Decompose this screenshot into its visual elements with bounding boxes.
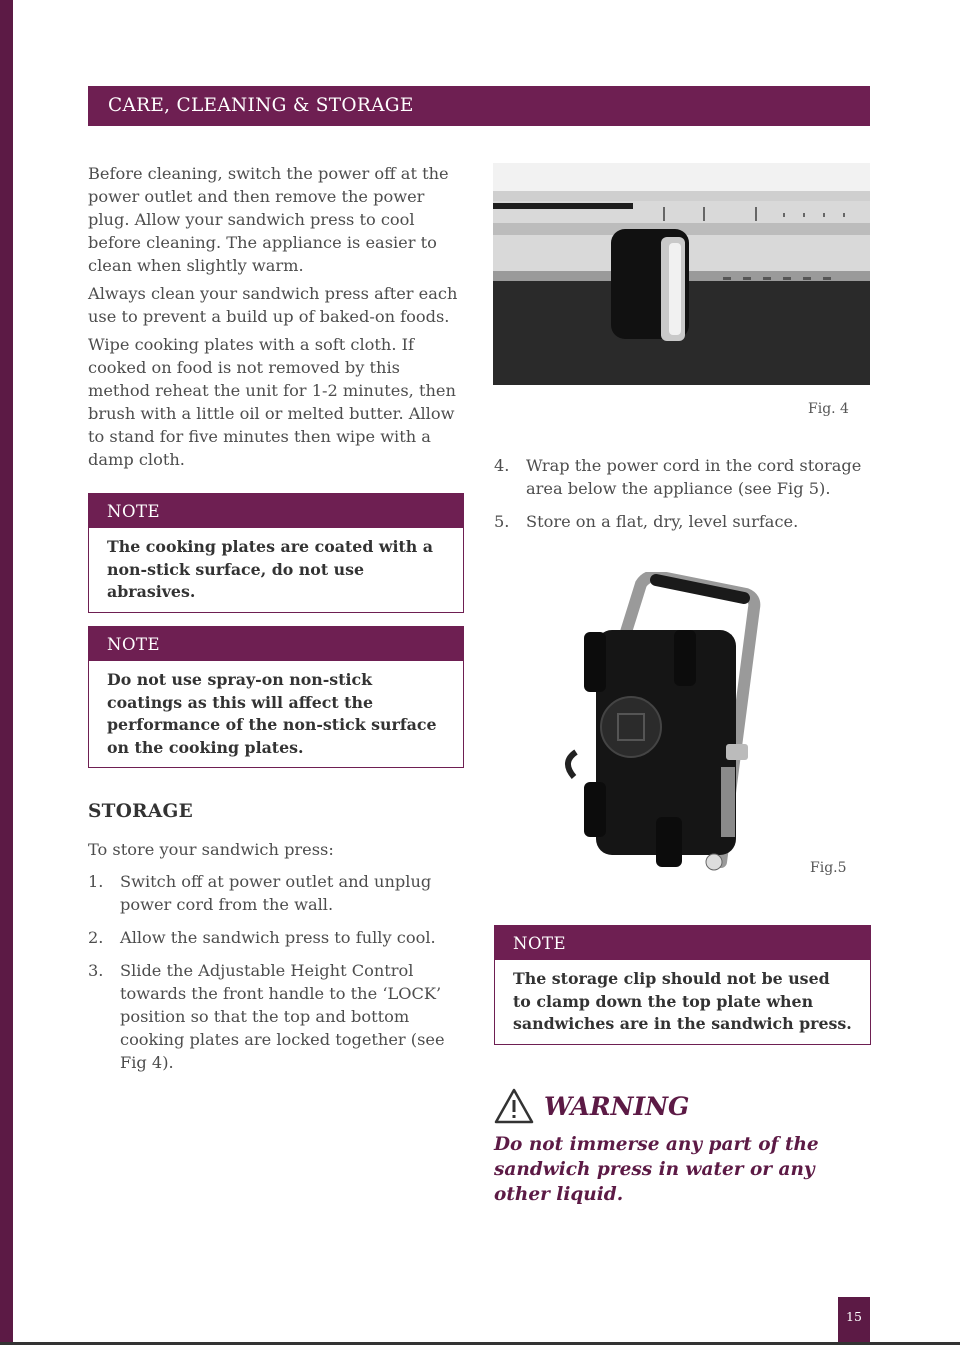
storage-intro: To store your sandwich press: <box>88 840 334 859</box>
section-header <box>88 86 870 126</box>
upright-press-illustration <box>556 572 776 877</box>
section-title: CARE, CLEANING & STORAGE <box>108 95 414 116</box>
storage-heading: STORAGE <box>88 801 193 822</box>
step-number: 4. <box>494 456 510 475</box>
warning-text: Do not immerse any part of the sandwich press in water or any other liquid. <box>494 1134 819 1205</box>
fig4-caption: Fig. 4 <box>808 401 849 417</box>
fig4-image <box>493 163 870 385</box>
list-item <box>88 959 458 1074</box>
fig5-caption: Fig.5 <box>810 860 847 876</box>
intro-paragraph-3: Wipe cooking plates with a soft cloth. If cooked on food is not removed by this method reheat the unit for 1-2 minutes, then brush with a little oil or melted butter. Allow to stand for five minutes then wipe with a damp cloth. <box>88 335 456 469</box>
note-title: NOTE <box>89 627 463 661</box>
step-text: Slide the Adjustable Height Control towards the front handle to the ‘LOCK’ position so that the top and bottom cooking plates are locked together (see Fig 4). <box>120 961 445 1072</box>
step-number: 3. <box>88 961 104 980</box>
step-number: 5. <box>494 512 510 531</box>
warning-heading <box>494 1088 874 1124</box>
note-text: The cooking plates are coated with a non-stick surface, do not use abrasives. <box>107 537 433 601</box>
step-text: Wrap the power cord in the cord storage area below the appliance (see Fig 5). <box>526 456 862 498</box>
note-title: NOTE <box>89 494 463 528</box>
step-text: Allow the sandwich press to fully cool. <box>120 928 436 947</box>
step-number: 2. <box>88 928 104 947</box>
list-item <box>88 870 458 916</box>
step-number: 1. <box>88 872 104 891</box>
left-border-bar <box>0 0 13 1345</box>
intro-paragraph-2: Always clean your sandwich press after each use to prevent a build up of baked-on foods. <box>88 284 458 326</box>
storage-steps-list-continued <box>494 454 874 543</box>
note-text: Do not use spray-on non-stick coatings as this will affect the performance of the non-stick surface on the cooking plates. <box>107 670 437 757</box>
intro-paragraph-1: Before cleaning, switch the power off at the power outlet and then remove the power plug. Allow your sandwich press to cool before cleaning. The appliance is easier to clean when slightly warm. <box>88 164 449 275</box>
warning-block <box>494 1088 874 1207</box>
note-box-3 <box>494 925 871 1045</box>
note-box-2 <box>88 626 464 768</box>
note-title: NOTE <box>495 926 870 960</box>
warning-title: WARNING <box>544 1091 690 1121</box>
list-item <box>494 510 874 533</box>
warning-triangle-icon <box>494 1088 534 1124</box>
note-box-1 <box>88 493 464 613</box>
step-text: Switch off at power outlet and unplug power cord from the wall. <box>120 872 432 914</box>
list-item <box>494 454 874 500</box>
page-number: 15 <box>838 1297 870 1342</box>
note-text: The storage clip should not be used to clamp down the top plate when sandwiches are in the sandwich press. <box>513 969 852 1033</box>
height-control-illustration <box>493 163 870 385</box>
storage-steps-list <box>88 870 458 1084</box>
fig5-image <box>556 572 776 877</box>
list-item <box>88 926 458 949</box>
step-text: Store on a flat, dry, level surface. <box>526 512 799 531</box>
